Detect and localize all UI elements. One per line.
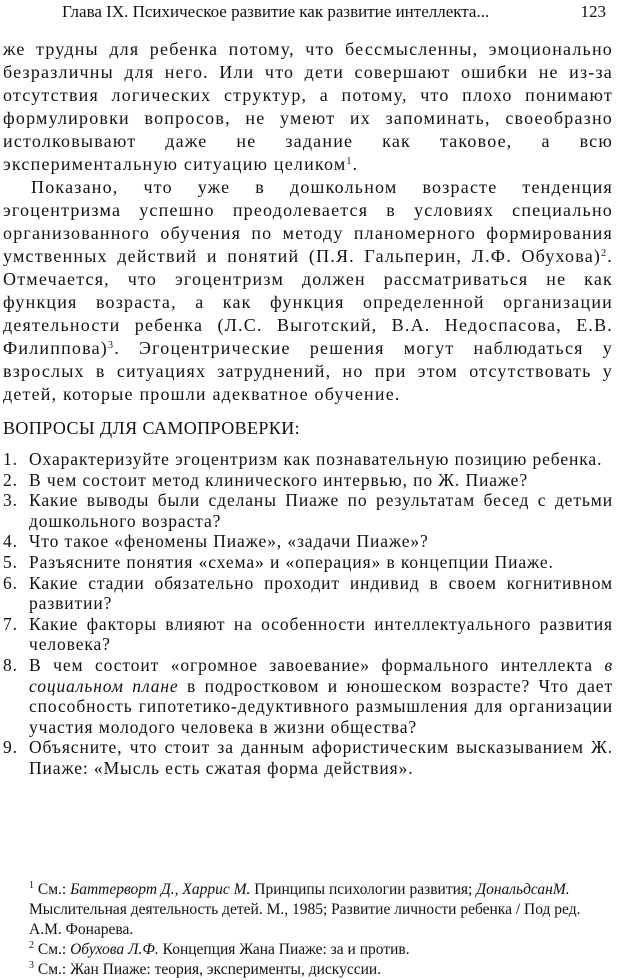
paragraph-1-end: . xyxy=(352,154,359,174)
question-text xyxy=(29,655,613,737)
question-text: Какие стадии обязательно проходит индивид в своем когнитивном развитии? xyxy=(29,572,613,614)
footnote-2 xyxy=(3,940,615,960)
footnote-text: Мыслительная деятельность детей. М., 1985; Развитие личности ребенка / Под ред. А.М. Фонарева. xyxy=(29,901,581,938)
question-text-part-a: В чем состоит «огромное завоевание» формального интеллекта xyxy=(29,654,605,675)
question-text-part-b: в подростковом и юношеском возрасте? Что дает способность гипотетико-дедуктивного размышления для организации участия молодого человека в жизни общества? xyxy=(29,675,613,737)
body-text xyxy=(3,38,613,406)
question-item xyxy=(3,655,613,737)
paragraph-2-part-b: . Отмечается, что эгоцентризм должен рассматриваться не как функция возраста, а как функция определенной организации деятельности ребенка (Л.С. Выготский, В.А. Недоспасова, Е.В. Филиппова) xyxy=(3,246,613,358)
question-number: 9. xyxy=(3,737,18,758)
question-text: Разъясните понятия «схема» и «операция» в концепции Пиаже. xyxy=(29,551,554,572)
paragraph-2-part-c: . Эгоцентрические решения могут наблюдаться у взрослых в ситуациях затруднений, но при этом отсутствовать у детей, которые прошли адекватное обучение. xyxy=(3,338,613,404)
footnote-number: 2 xyxy=(29,940,34,951)
question-text: Объясните, что стоит за данным афористическим высказыванием Ж. Пиаже: «Мысль есть сжатая форма действия». xyxy=(29,737,613,778)
question-item xyxy=(3,531,613,552)
question-number: 5. xyxy=(3,551,18,572)
question-item xyxy=(3,737,613,778)
question-number: 7. xyxy=(3,613,18,634)
footnote-ref-2: 2 xyxy=(601,248,608,259)
footnote-text: Концепция Жана Пиаже: за и против. xyxy=(158,941,410,958)
footnote-number: 3 xyxy=(29,960,34,971)
footnote-author: Баттерворт Д., Харрис М. xyxy=(70,881,251,898)
question-item xyxy=(3,449,613,470)
question-number: 6. xyxy=(3,572,18,593)
footnote-text: Принципы психологии развития; xyxy=(250,881,477,898)
question-text: Что такое «феномены Пиаже», «задачи Пиаже»? xyxy=(29,531,429,552)
question-item xyxy=(3,573,613,614)
question-number: 3. xyxy=(3,490,18,511)
question-item xyxy=(3,470,613,491)
question-text: Какие выводы были сделаны Пиаже по результатам бесед с детьми дошкольного возраста? xyxy=(29,490,613,531)
footnote-text: См.: Жан Пиаже: теория, эксперименты, дискуссии. xyxy=(34,961,382,978)
paragraph-2-part-a: Показано, что уже в дошкольном возрасте тенденция эгоцентризма успешно преодолевается в условиях специально организованного обучения по методу планомерного формирования умственных действий и понятий (П.Я. Гальперин, Л.Ф. Обухова) xyxy=(3,177,613,266)
footnote-number: 1 xyxy=(29,880,34,891)
footnote-author: Обухова Л.Ф. xyxy=(70,941,159,958)
paragraph-1 xyxy=(3,38,613,176)
question-item xyxy=(3,614,613,655)
footnote-ref-1: 1 xyxy=(346,156,353,167)
question-number: 8. xyxy=(3,654,18,675)
question-item xyxy=(3,490,613,531)
footnote-1 xyxy=(3,880,615,940)
question-number: 4. xyxy=(3,531,18,552)
footnote-author: ДональдсанМ. xyxy=(476,881,570,898)
footnote-3 xyxy=(3,960,615,980)
page-number: 123 xyxy=(580,2,606,21)
paragraph-2 xyxy=(3,176,613,406)
paragraph-1-text: же трудны для ребенка потому, что бессмысленны, эмоционально безразличны для него. Или что дети совершают ошибки не из-за отсутствия логических структур, а потому, что плохо понимают формулировки вопросов, не умеют их запоминать, своеобразно истолковывают даже не задание как таковое, а всю экспериментальную ситуацию целиком xyxy=(3,39,613,174)
questions-heading: ВОПРОСЫ ДЛЯ САМОПРОВЕРКИ: xyxy=(3,418,301,438)
question-number: 1. xyxy=(3,449,18,469)
footnote-ref-3: 3 xyxy=(107,340,115,351)
question-item xyxy=(3,552,613,573)
footnotes xyxy=(3,880,615,980)
question-text-emphasis: в социальном плане xyxy=(29,654,613,696)
footnote-text: См.: xyxy=(34,881,71,898)
running-head: Глава IX. Психическое развитие как развитие интеллекта... xyxy=(62,2,490,21)
question-text: Охарактеризуйте эгоцентризм как познавательную позицию ребенка. xyxy=(29,449,603,469)
questions-list xyxy=(3,449,613,779)
question-text: В чем состоит метод клинического интервью, по Ж. Пиаже? xyxy=(29,469,529,490)
question-text: Какие факторы влияют на особенности интеллектуального развития человека? xyxy=(29,613,613,655)
question-number: 2. xyxy=(3,469,18,490)
footnote-text: См.: xyxy=(34,941,71,958)
